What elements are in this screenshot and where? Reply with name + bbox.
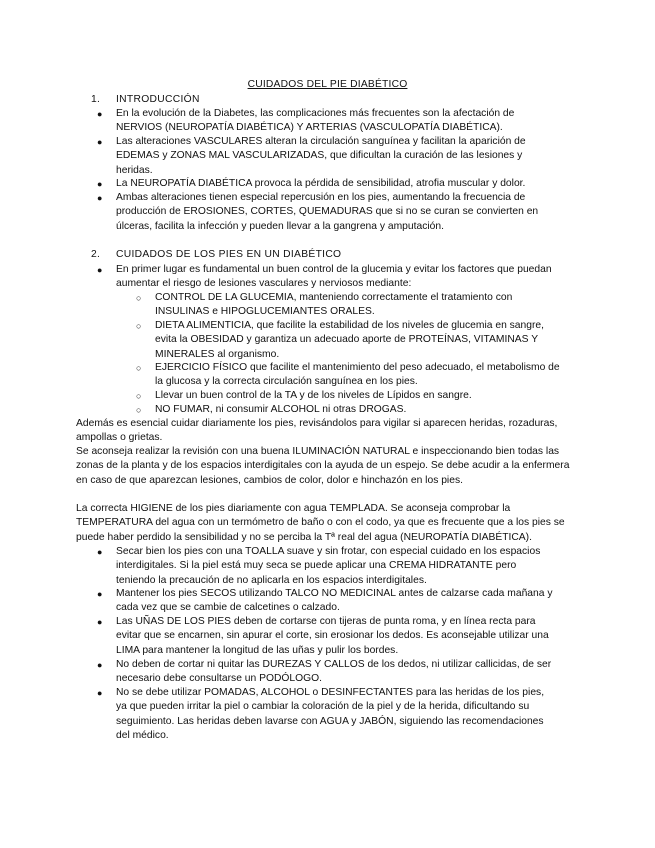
- paragraph: Además es esencial cuidar diariamente los pies, revisándolos para vigilar si aparecen heridas, rozaduras, ampollas o grietas.: [76, 418, 558, 444]
- list-item: [97, 615, 557, 658]
- list-item-text: No deben de cortar ni quitar las DUREZAS Y CALLOS de los dedos, ni utilizar callicidas, de ser necesario debe consultarse un PODÓLOGO.: [116, 659, 552, 685]
- sub-list-item: [136, 403, 561, 417]
- circle-bullet-icon: ○: [136, 391, 142, 401]
- sub-list-item: [136, 389, 561, 403]
- list-item: [97, 107, 557, 136]
- paragraph: La correcta HIGIENE de los pies diariamente con agua TEMPLADA. Se aconseja comprobar la TEMPERATURA del agua con un termómetro de baño o con el codo, ya que es frecuente que a los pies se puede haber perdido la sensibilidad y no se perciba la Tª real del agua (NEUROPATÍA DIABÉTICA).: [76, 503, 565, 543]
- sub-list-item: [136, 361, 561, 390]
- list-item-text: En la evolución de la Diabetes, las complicaciones más frecuentes son la afectación de NERVIOS (NEUROPATÍA DIABÉTICA) Y ARTERIAS (VASCULOPATÍA DIABÉTICA).: [116, 108, 515, 134]
- section-number: 1.: [91, 94, 101, 105]
- list-item: [97, 135, 557, 178]
- list-item: [97, 177, 557, 191]
- list-item-text: La NEUROPATÍA DIABÉTICA provoca la pérdida de sensibilidad, atrofia muscular y dolor.: [116, 178, 526, 189]
- list-item: [97, 686, 557, 744]
- list-item-text: Las alteraciones VASCULARES alteran la circulación sanguínea y facilitan la aparición de EDEMAS y ZONAS MAL VASCULARIZADAS, que dificultan la curación de las lesiones y heridas.: [116, 136, 526, 176]
- sub-list-item-text: NO FUMAR, ni consumir ALCOHOL ni otras DROGAS.: [155, 404, 407, 415]
- circle-bullet-icon: ○: [136, 321, 142, 331]
- circle-bullet-icon: ○: [136, 405, 142, 415]
- bullet-icon: ●: [97, 547, 103, 557]
- list-item-text: Ambas alteraciones tienen especial repercusión en los pies, aumentando la frecuencia de producción de EROSIONES, CORTES, QUEMADURAS que si no se curan se convierten en úlceras, facilita la infección y pueden llevar a la gangrena y amputación.: [116, 192, 539, 232]
- list-item-text: Mantener los pies SECOS utilizando TALCO NO MEDICINAL antes de calzarse cada mañana y cada vez que se cambie de calcetines o calzado.: [116, 588, 553, 614]
- circle-bullet-icon: ○: [136, 363, 142, 373]
- section-number: 2.: [91, 249, 101, 260]
- sub-list-item: [136, 291, 561, 320]
- sub-list-item-text: EJERCICIO FÍSICO que facilite el mantenimiento del peso adecuado, el metabolismo de la glucosa y la correcta circulación sanguínea en los pies.: [155, 362, 560, 388]
- bullet-icon: ●: [97, 179, 103, 189]
- bullet-icon: ●: [97, 109, 103, 119]
- page-title: CUIDADOS DEL PIE DIABÉTICO: [247, 79, 408, 90]
- bullet-icon: ●: [97, 660, 103, 670]
- sub-list-item-text: CONTROL DE LA GLUCEMIA, manteniendo correctamente el tratamiento con INSULINAS e HIPOGLUCEMIANTES ORALES.: [155, 292, 513, 318]
- list-item: [97, 191, 557, 234]
- bullet-icon: ●: [97, 193, 103, 203]
- paragraph: Se aconseja realizar la revisión con una buena ILUMINACIÓN NATURAL e inspeccionando bien todas las zonas de la planta y de los espacios interdigitales con la ayuda de un espejo. Se debe acudir a la enfermera en caso de que aparezcan lesiones, cambios de color, dolor e hinchazón en los pies.: [76, 446, 570, 486]
- bullet-icon: ●: [97, 265, 103, 275]
- sub-list-item: [136, 319, 561, 362]
- bullet-icon: ●: [97, 137, 103, 147]
- section-heading-cuidados: [91, 248, 611, 262]
- list-item: [97, 263, 557, 292]
- sub-list-item-text: DIETA ALIMENTICIA, que facilite la estabilidad de los niveles de glucemia en sangre, evita la OBESIDAD y garantiza un adecuado aporte de PROTEÍNAS, VITAMINAS Y MINERALES al organismo.: [155, 320, 545, 360]
- list-item: [97, 658, 557, 687]
- sub-list-item-text: Llevar un buen control de la TA y de los niveles de Lípidos en sangre.: [155, 390, 472, 401]
- bullet-icon: ●: [97, 688, 103, 698]
- section-title: INTRODUCCIÓN: [116, 94, 200, 105]
- circle-bullet-icon: ○: [136, 293, 142, 303]
- list-item-text: En primer lugar es fundamental un buen control de la glucemia y evitar los factores que puedan aumentar el riesgo de lesiones vasculares y nerviosos mediante:: [116, 264, 552, 290]
- list-item-text: Secar bien los pies con una TOALLA suave y sin frotar, con especial cuidado en los espacios interdigitales. Si la piel está muy seca se puede aplicar una CREMA HIDRATANTE pero teniendo la precaución de no aplicarla en los espacios interdigitales.: [116, 546, 541, 586]
- section-heading-introduccion: [91, 93, 611, 107]
- bullet-icon: ●: [97, 589, 103, 599]
- list-item-text: No se debe utilizar POMADAS, ALCOHOL o DESINFECTANTES para las heridas de los pies, ya que pueden irritar la piel o cambiar la coloración de la piel y de la herida, dificultando su seguimiento. Las heridas deben lavarse con AGUA y JABÓN, siguiendo las recomendaciones del médico.: [116, 687, 545, 742]
- bullet-icon: ●: [97, 617, 103, 627]
- list-item-text: Las UÑAS DE LOS PIES deben de cortarse con tijeras de punta roma, y en línea recta para evitar que se encarnen, sin apurar el corte, sin erosionar los dedos. Es aconsejable utilizar una LIMA para mantener la longitud de las uñas y pulir los bordes.: [116, 616, 549, 656]
- list-item: [97, 545, 557, 588]
- section-title: CUIDADOS DE LOS PIES EN UN DIABÉTICO: [116, 249, 342, 260]
- list-item: [97, 587, 557, 616]
